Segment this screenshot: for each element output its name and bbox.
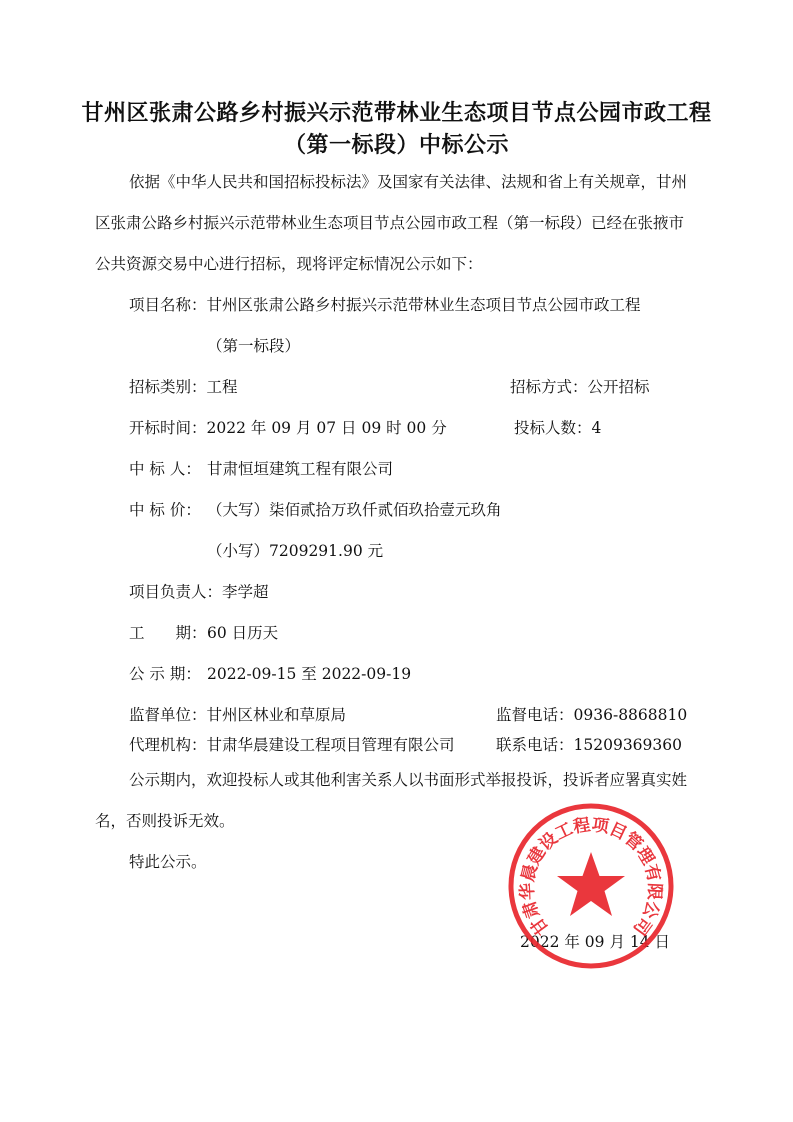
period-value: 60 日历天	[207, 624, 279, 642]
contact-tel-row	[496, 733, 682, 755]
publicity-row	[129, 662, 411, 684]
contact-tel-label: 联系电话：	[496, 736, 574, 754]
bidders-label: 投标人数：	[514, 419, 592, 437]
page-subtitle: （第一标段）中标公示	[283, 133, 509, 158]
supervisor-tel-label: 监督电话：	[496, 706, 574, 724]
bidders-row	[514, 416, 601, 438]
intro-line-1: 依据《中华人民共和国招标投标法》及国家有关法律、法规和省上有关规章，甘州	[129, 173, 688, 191]
bidders-value: 4	[591, 419, 602, 437]
price-upper: （大写）柒佰贰拾万玖仟贰佰玖拾壹元玖角	[207, 501, 502, 519]
project-name-label: 项目名称：	[129, 296, 207, 314]
notice-line-2: 名，否则投诉无效。	[95, 812, 235, 830]
method-row	[510, 375, 650, 397]
method-label: 招标方式：	[510, 378, 588, 396]
project-name-row	[129, 293, 641, 315]
intro-line-3: 公共资源交易中心进行招标，现将评定标情况公示如下：	[95, 255, 483, 273]
svg-text:甘肃华晨建设工程项目管理有限公司: 甘肃华晨建设工程项目管理有限公司	[517, 815, 665, 939]
open-time-row	[129, 416, 447, 438]
category-value: 工程	[206, 378, 238, 396]
leader-label: 项目负责人：	[129, 583, 223, 601]
supervisor-row	[129, 703, 346, 725]
project-name-continuation: （第一标段）	[207, 337, 301, 355]
leader-row	[129, 580, 269, 602]
publicity-value: 2022-09-15 至 2022-09-19	[207, 665, 412, 683]
winner-value: 甘肃恒垣建筑工程有限公司	[207, 460, 394, 478]
notice-line-1: 公示期内，欢迎投标人或其他利害关系人以书面形式举报投诉，投诉者应署真实姓	[129, 771, 688, 789]
seal-star-icon	[557, 852, 625, 916]
method-value: 公开招标	[587, 378, 650, 396]
publicity-label: 公 示 期：	[129, 665, 201, 683]
contact-tel-value: 15209369360	[573, 736, 682, 754]
project-name-value: 甘州区张肃公路乡村振兴示范带林业生态项目节点公园市政工程	[206, 296, 641, 314]
open-time-label: 开标时间：	[129, 419, 207, 437]
agency-label: 代理机构：	[129, 736, 207, 754]
leader-value: 李学超	[222, 583, 269, 601]
official-seal-stamp	[505, 800, 677, 972]
closing-text: 特此公示。	[129, 853, 207, 871]
price-label: 中 标 价：	[129, 501, 201, 519]
winner-row	[129, 457, 393, 479]
winner-label: 中 标 人：	[129, 460, 201, 478]
period-label: 工 期：	[129, 624, 207, 642]
category-label: 招标类别：	[129, 378, 207, 396]
price-row	[129, 498, 502, 520]
agency-row	[129, 733, 455, 755]
period-row	[129, 621, 278, 643]
category-row	[129, 375, 238, 397]
supervisor-label: 监督单位：	[129, 706, 207, 724]
supervisor-tel-row	[496, 703, 687, 725]
intro-line-2: 区张肃公路乡村振兴示范带林业生态项目节点公园市政工程（第一标段）已经在张掖市	[95, 214, 685, 232]
page-title: 甘州区张肃公路乡村振兴示范带林业生态项目节点公园市政工程	[81, 101, 712, 126]
open-time-value: 2022 年 09 月 07 日 09 时 00 分	[206, 419, 447, 437]
supervisor-tel-value: 0936-8868810	[573, 706, 688, 724]
supervisor-value: 甘州区林业和草原局	[206, 706, 347, 724]
agency-value: 甘肃华晨建设工程项目管理有限公司	[206, 736, 455, 754]
price-lower: （小写）7209291.90 元	[207, 542, 384, 560]
publish-date: 2022 年 09 月 14 日	[520, 933, 671, 951]
